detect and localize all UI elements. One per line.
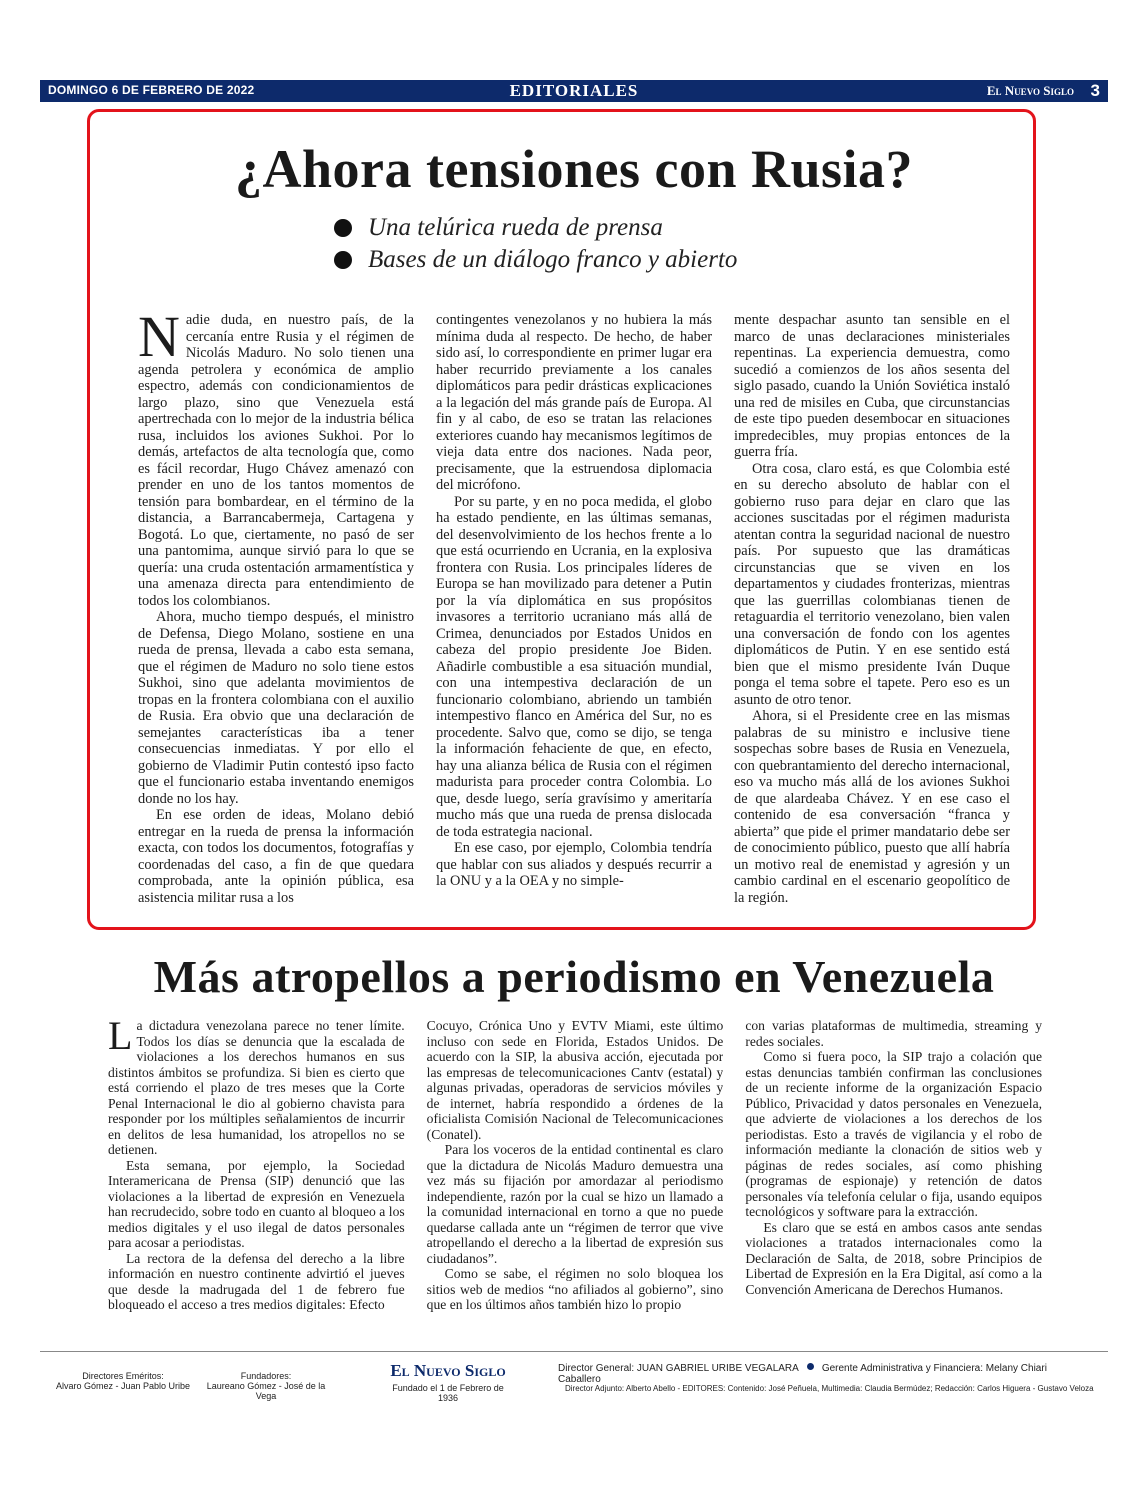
paragraph: En ese orden de ideas, Molano debió entregar en la rueda de prensa la información exacta, con todos los documentos, fotografías y coordenadas del caso, a fin de que quedara comprobada, ante la opinión pública, esa asistencia militar rusa a los [138, 807, 414, 906]
footer-emeritos [48, 1371, 198, 1391]
subtitle-text: Una telúrica rueda de prensa [368, 214, 663, 241]
header-section: EDITORIALES [509, 81, 639, 100]
paragraph: Nadie duda, en nuestro país, de la cercanía entre Rusia y el régimen de Nicolás Maduro. No solo tienen una agenda petrolera y económica de amplio espectro, además con condicionamientos de largo plazo, sino que Venezuela está apertrechada con lo mejor de la industria bélica rusa, incluidos los aviones Sukhoi. Por lo demás, artefactos de alta tecnología que, como es fácil recordar, Hugo Chávez amenazó con prender en uno de los tantos momentos de tensión para bombardear, en el término de la distancia, a Barrancabermeja, Cartagena y Bogotá. Lo que, ciertamente, no pasó de ser una pantomima, aunque sirvió para lo que se quería: una cruda ostentación armamentística y una amenaza directa para entendimiento de todos los colombianos. [138, 312, 414, 609]
brand-founded: Fundado el 1 de Febrero de 1936 [392, 1383, 504, 1403]
article2-body [108, 1018, 1042, 1326]
header-date: DOMINGO 6 DE FEBRERO DE 2022 [48, 83, 255, 97]
bullet-icon [334, 219, 352, 237]
separator-dot-icon [807, 1363, 814, 1370]
paragraph: En ese caso, por ejemplo, Colombia tendría que hablar con sus aliados y después recurrir a la ONU y a la OEA y no simple- [436, 840, 712, 889]
paragraph: Otra cosa, claro está, es que Colombia esté en su derecho absoluto de hablar con el gobierno ruso para dejar en claro que las acciones suscitadas por el régimen madurista atentan contra la seguridad nacional de nuestro país. Por supuesto que las dramáticas circunstancias que se viven en los departamentos y ciudades fronterizas, mientras que las guerrillas colombianas tienen de retaguardia el territorio venezolano, bien valen una conversación de fondo con los agentes diplomáticos de Putin. Y en ese sentido está bien que el mismo presidente Iván Duque ponga el tema sobre el tapete. Pero eso es un asunto de otro tenor. [734, 460, 1010, 708]
emeritos-label: Directores Eméritos: [82, 1371, 164, 1381]
gerente: Gerente Administrativa y Financiera: Melany Chiari Caballero [558, 1363, 1047, 1385]
footer-brand [383, 1361, 513, 1403]
paragraph: mente despachar asunto tan sensible en el marco de unas declaraciones ministeriales repentinas. La experiencia demuestra, como sucedió a comienzos de los años sesenta del siglo pasado, cuando la Unión Soviética instaló una red de misiles en Cuba, que circunstancias de este tipo pueden desembocar en situaciones impredecibles, muy propias entonces de la guerra fría. [734, 312, 1010, 460]
paragraph: Por su parte, y en no poca medida, el globo ha estado pendiente, en las últimas semanas, del desenvolvimiento de los hechos frente a lo que está ocurriendo en Ucrania, en la explosiva frontera con Rusia. Los principales líderes de Europa se han movilizado para detener a Putin por la vía diplomática en sus propósitos invasores a territorio ucraniano más allá de Crimea, denunciados por Estados Unidos en cabeza del propio presidente Joe Biden. Añadirle combustible a esa situación mundial, con una intempestiva declaración de un funcionario colombiano, abriendo un también intempestivo flanco en América del Sur, no es procedente. Salvo que, como se dijo, se tenga la información fehaciente de que, en efecto, hay una alianza bélica de Rusia con el régimen madurista para proceder contra Colombia. Lo que, desde luego, sería gravísimo y ameritaría mucho más que una rueda de prensa dislocada de toda estrategia nacional. [436, 493, 712, 840]
subtitle-text: Bases de un diálogo franco y abierto [368, 246, 738, 273]
director-general: Director General: JUAN GABRIEL URIBE VEGALARA [558, 1363, 799, 1374]
paragraph: La dictadura venezolana parece no tener límite. Todos los días se denuncia que la escalada de violaciones a los derechos humanos en sus distintos ámbitos se profundiza. Si bien es cierto que está corriendo el plazo de tres meses que la Corte Penal Internacional le dio al gobierno chavista para responder por los múltiples señalamientos de incurrir en delitos de lesa humanidad, los atropellos no se detienen. [108, 1018, 405, 1157]
fundadores-label: Fundadores: [240, 1371, 292, 1381]
paragraph: Ahora, si el Presidente cree en las mismas palabras de su ministro e inclusive tiene sospechas sobre bases de Rusia en Venezuela, con quebrantamiento del derecho internacional, eso va mucho más allá de los aviones Sukhoi de que alardeaba Chávez. Y en ese caso el contenido de esa conversación “franca y abierta” que pide el primer mandatario debe ser de conocimiento público, puesto que allí habría un motivo real de enemistad y agresión y un cambio cardinal en el escenario geopolítico de la región. [734, 708, 1010, 906]
emeritos-names: Alvaro Gómez - Juan Pablo Uribe [55, 1381, 191, 1391]
dropcap: N [138, 312, 180, 369]
paragraph: La rectora de la defensa del derecho a la libre información en nuestro continente advirtió el jueves que desde la madrugada del 1 de febrero fue bloqueado el acceso a tres medios digitales: Efecto [108, 1250, 405, 1312]
paragraph: Ahora, mucho tiempo después, el ministro de Defensa, Diego Molano, sostiene en una rueda de prensa, llevada a cabo esta semana, que el régimen de Maduro no solo tiene estos Sukhoi, sino que adelanta movimientos de tropas en la frontera colombiana con el auxilio de Rusia. Era obvio que una declaración de semejantes características iba a tener consecuencias inmediatas. Y por ello el gobierno de Vladimir Putin contestó ipso facto que el funcionario estaba inventando enemigos donde no los hay. [138, 609, 414, 807]
footer-staff [558, 1363, 1088, 1385]
paragraph: con varias plataformas de multimedia, streaming y redes sociales. [745, 1018, 1043, 1049]
bullet-icon [334, 251, 352, 269]
article1-body [138, 312, 1010, 910]
footer-fundadores [196, 1371, 336, 1401]
page-header [40, 80, 1108, 102]
article1-column-1 [138, 312, 414, 910]
article1-column-3 [734, 312, 1010, 910]
dropcap: L [108, 1018, 133, 1058]
article1-subtitles [334, 212, 737, 276]
footer-editors: Director Adjunto: Alberto Abello - EDITORES: Contenido: José Peñuela, Multimedia: Claudia Bermúdez; Redacción: Carlos Higuera - Gustavo Veloza [565, 1384, 1094, 1393]
article1-title: ¿Ahora tensiones con Rusia? [234, 139, 914, 199]
article2-column-2 [427, 1018, 724, 1326]
article2-column-3 [745, 1018, 1042, 1326]
article2-column-1 [108, 1018, 405, 1326]
paragraph: contingentes venezolanos y no hubiera la más mínima duda al respecto. De hecho, de haber sido así, lo correspondiente en primer lugar era haber recurrido previamente a los canales diplomáticos para pedir drásticas explicaciones a la legación del más grande país de Europa. Al fin y al cabo, de eso se tratan las relaciones exteriores cuando hay mecanismos legítimos de vieja data entre dos naciones. Nada peor, precisamente, que la estruendosa diplomacia del micrófono. [436, 312, 712, 493]
article2-title: Más atropellos a periodismo en Venezuela [153, 951, 995, 1002]
brand-logo: El Nuevo Siglo [390, 1361, 506, 1380]
footer-divider [40, 1351, 1108, 1352]
subtitle-line [334, 212, 737, 244]
paragraph: Como se sabe, el régimen no solo bloquea los sitios web de medios “no afiliados al gobierno”, sino que en los últimos años también hizo lo propio [426, 1266, 724, 1312]
paragraph: Esta semana, por ejemplo, la Sociedad Interamericana de Prensa (SIP) denunció que las violaciones a la libertad de expresión en Venezuela han recrudecido, sobre todo en cuanto al bloqueo a los medios digitales y el uso ilegal de datos personales para acosar a periodistas. [108, 1157, 405, 1250]
fundadores-names: Laureano Gómez - José de la Vega [206, 1381, 326, 1401]
paragraph: Como si fuera poco, la SIP trajo a colación que estas denuncias también confirman las conclusiones de un reciente informe de la organización Espacio Público, Privacidad y datos personales en Venezuela, que advierte de violaciones a los derechos de los periodistas. Esto a través de vigilancia y el robo de información mediante la clonación de sitios web y páginas de redes sociales, así como phishing (programas de espionaje) y retención de datos personales vía telefonía celular o fija, usando equipos tecnológicos y software para la extracción. [745, 1049, 1043, 1219]
paragraph: Para los voceros de la entidad continental es claro que la dictadura de Nicolás Maduro demuestra una vez más su fijación por amordazar al periodismo independiente, razón por la cual se hizo un llamado a la comunidad internacional en torno a que no puede quedarse callada ante un “régimen de terror que vive atropellando el derecho a la libertad de expresión sus ciudadanos”. [426, 1142, 724, 1266]
paragraph: Es claro que se está en ambos casos ante sendas violaciones a tratados internacionales como la Declaración de Salta, de 2018, sobre Principios de Libertad de Expresión en la Era Digital, así como a la Convención Americana de Derechos Humanos. [745, 1219, 1043, 1297]
article1-column-2 [436, 312, 712, 910]
subtitle-line [334, 244, 737, 276]
paragraph: Cocuyo, Crónica Uno y EVTV Miami, este último incluso con sede en Florida, Estados Unidos. De acuerdo con la SIP, la abusiva acción, ejecutada por las empresas de telecomunicaciones Cantv (estatal) y algunas privadas, operadoras de servicios móviles y de internet, habría respondido a órdenes de la oficialista Comisión Nacional de Telecomunicaciones (Conatel). [426, 1018, 724, 1142]
page-number: 3 [1090, 81, 1100, 100]
header-brand: El Nuevo Siglo [986, 83, 1074, 98]
